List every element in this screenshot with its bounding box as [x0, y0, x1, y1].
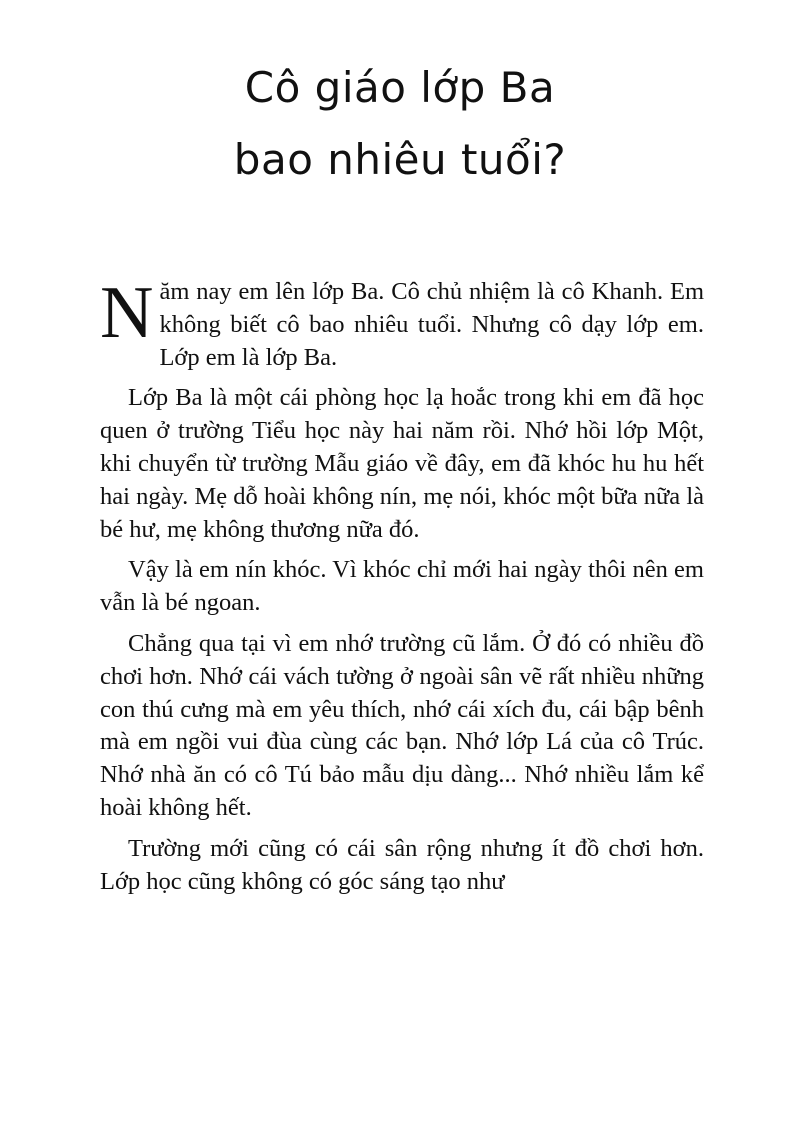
chapter-title [0, 52, 800, 196]
paragraph-1-text: ăm nay em lên lớp Ba. Cô chủ nhiệm là cô Khanh. Em không biết cô bao nhiêu tuổi. Nhưng cô dạy lớp em. Lớp em là lớp Ba. [159, 278, 704, 371]
paragraph-3: Vậy là em nín khóc. Vì khóc chỉ mới hai ngày thôi nên em vẫn là bé ngoan. [100, 556, 704, 617]
paragraph-2: Lớp Ba là một cái phòng học lạ hoắc trong khi em đã học quen ở trường Tiểu học này hai năm rồi. Nhớ hồi lớp Một, khi chuyển từ trường Mẫu giáo về đây, em đã khóc hu hu hết hai ngày. Mẹ dỗ hoài không nín, mẹ nói, khóc một bữa nữa là bé hư, mẹ không thương nữa đó. [100, 384, 704, 543]
chapter-body [100, 272, 704, 906]
paragraph-5: Trường mới cũng có cái sân rộng nhưng ít đồ chơi hơn. Lớp học cũng không có góc sáng tạo như [100, 834, 704, 895]
chapter-title-line-2: bao nhiêu tuổi? [233, 135, 567, 184]
paragraph-1 [100, 272, 704, 374]
drop-cap: N [100, 272, 154, 354]
paragraph-4: Chẳng qua tại vì em nhớ trường cũ lắm. Ở đó có nhiều đồ chơi hơn. Nhớ cái vách tường ở ngoài sân vẽ rất nhiều những con thú cưng mà em yêu thích, nhớ cái xích đu, cái bập bênh mà em ngồi vui đùa cùng các bạn. Nhớ lớp Lá của cô Trúc. Nhớ nhà ăn có cô Tú bảo mẫu dịu dàng... Nhớ nhiều lắm kể hoài không hết. [100, 629, 704, 821]
chapter-title-line-1: Cô giáo lớp Ba [244, 63, 556, 112]
